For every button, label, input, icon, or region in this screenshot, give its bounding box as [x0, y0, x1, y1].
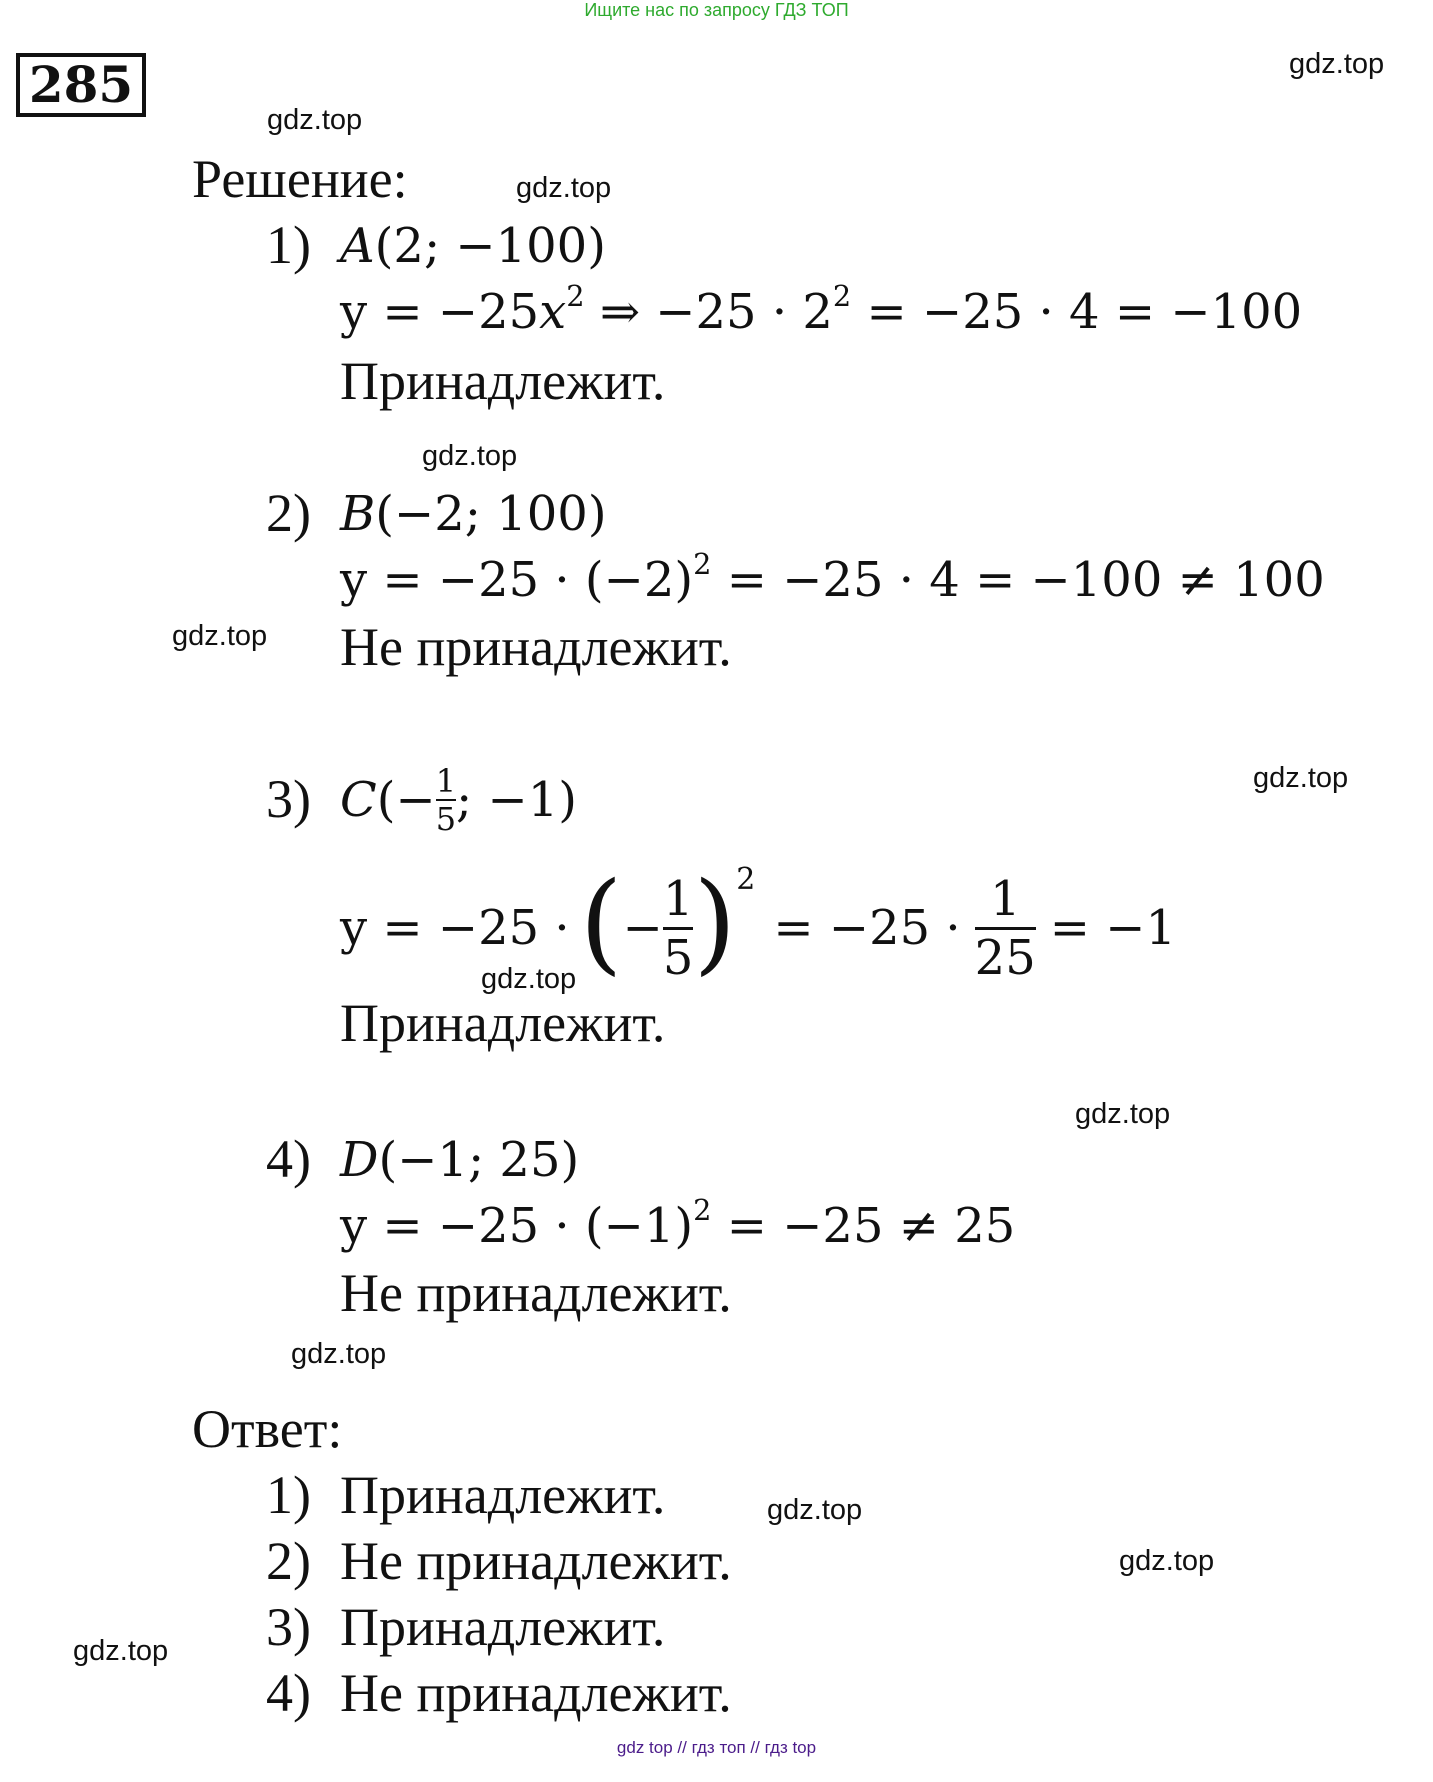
- watermark: gdz.top: [267, 104, 363, 136]
- point-c: C (− $\frac{1}{5}$ ; −1): [340, 762, 577, 838]
- answer-number: 3): [266, 1597, 311, 1657]
- watermark: gdz.top: [1253, 762, 1349, 794]
- answer-heading: Ответ:: [192, 1399, 343, 1459]
- answer-text: Не принадлежит.: [340, 1663, 732, 1723]
- answer-number: 2): [266, 1531, 311, 1591]
- footer-links: gdz top // гдз топ // гдз top: [616, 1738, 817, 1757]
- answer-text: Принадлежит.: [340, 1465, 666, 1525]
- verdict-2: Не принадлежит.: [340, 617, 732, 677]
- answer-text: Принадлежит.: [340, 1597, 666, 1657]
- item-number: 3): [266, 769, 311, 829]
- problem-number-box: 285: [16, 53, 146, 117]
- equation-3: y = −25 · ( − $\frac{1}{5}$ ) 2 = −25 · $\frac{1}{25}$ = −1: [340, 858, 1176, 986]
- equation-1: $y = -25x^2$ ⇒ $-25 \cdot 2^2 = -25 \cdot 4 = -100$: [340, 279, 1303, 340]
- point-b: B(−2; 100): [340, 486, 607, 542]
- watermark: gdz.top: [481, 963, 577, 995]
- item-number: 1): [266, 215, 311, 275]
- watermark: gdz.top: [767, 1494, 863, 1526]
- verdict-4: Не принадлежит.: [340, 1263, 732, 1323]
- fraction: $\frac{1}{5}$: [435, 762, 457, 838]
- equation-4: $y = -25 \cdot (-1)^2 = -25 \ne 25$: [340, 1193, 1016, 1254]
- watermark: gdz.top: [73, 1635, 169, 1667]
- equation-2: $y = -25 \cdot (-2)^2 = -25 \cdot 4 = -100 \ne 100$: [340, 547, 1325, 608]
- verdict-1: Принадлежит.: [340, 351, 666, 411]
- verdict-3: Принадлежит.: [340, 993, 666, 1053]
- answer-text: Не принадлежит.: [340, 1531, 732, 1591]
- item-number: 2): [266, 483, 311, 543]
- answer-number: 4): [266, 1663, 311, 1723]
- fraction: $\frac{1}{25}$: [974, 870, 1036, 986]
- top-banner: Ищите нас по запросу ГДЗ ТОП: [584, 0, 849, 20]
- watermark: gdz.top: [1119, 1545, 1215, 1577]
- fraction: $\frac{1}{5}$: [662, 870, 694, 986]
- watermark: gdz.top: [422, 440, 518, 472]
- answer-number: 1): [266, 1465, 311, 1525]
- solution-heading: Решение:: [192, 149, 408, 209]
- watermark: gdz.top: [1289, 48, 1385, 80]
- watermark: gdz.top: [516, 172, 612, 204]
- point-d: D(−1; 25): [340, 1132, 580, 1188]
- watermark: gdz.top: [1075, 1098, 1171, 1130]
- watermark: gdz.top: [291, 1338, 387, 1370]
- item-number: 4): [266, 1129, 311, 1189]
- point-a: A(2; −100): [340, 218, 606, 274]
- watermark: gdz.top: [172, 620, 268, 652]
